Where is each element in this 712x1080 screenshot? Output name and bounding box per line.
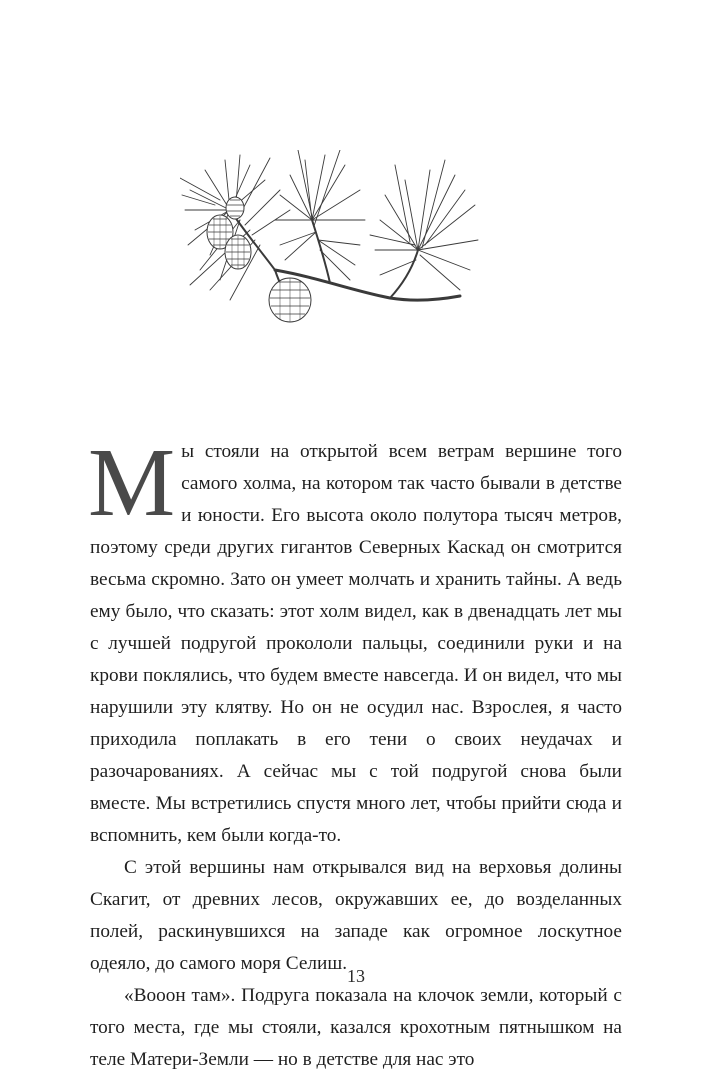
paragraph xyxy=(88,429,622,852)
paragraph: «Вооон там». Подруга показала на клочок земли, который с того места, где мы стояли, казался крохотным пятнышком на теле Матери-Земли — но в детстве для нас это xyxy=(90,985,622,1070)
pine-branch-icon xyxy=(180,150,480,325)
paragraph-text: ы стояли на открытой всем ветрам вершине того самого холма, на котором так часто бывали в детстве и юности. Его высота около полутора тысяч метров, поэтому среди других гигантов Северных Каскад он смотрится весьма скромно. Зато он умеет молчать и хранить тайны. А ведь ему было, что сказать: этот холм видел, как в двенадцать лет мы с лучшей подругой прокололи пальцы, соединили руки и на крови поклялись, что будем вместе навсегда. И он видел, что мы нарушили эту клятву. Но он не осудил нас. Взрослея, я часто приходила поплакать в его тени о своих неудачах и разочарованиях. А сейчас мы с той подругой снова были вместе. Мы встретились спустя много лет, чтобы прийти сюда и вспомнить, кем были когда-то. xyxy=(90,441,622,846)
drop-cap: М xyxy=(88,429,176,537)
page-number: 13 xyxy=(347,966,365,986)
paragraph: С этой вершины нам открывался вид на верховья долины Скагит, от древних лесов, окружавших ее, до возделанных полей, раскинувшихся на западе как огромное лоскутное одеяло, до самого моря Селиш. xyxy=(90,857,622,974)
